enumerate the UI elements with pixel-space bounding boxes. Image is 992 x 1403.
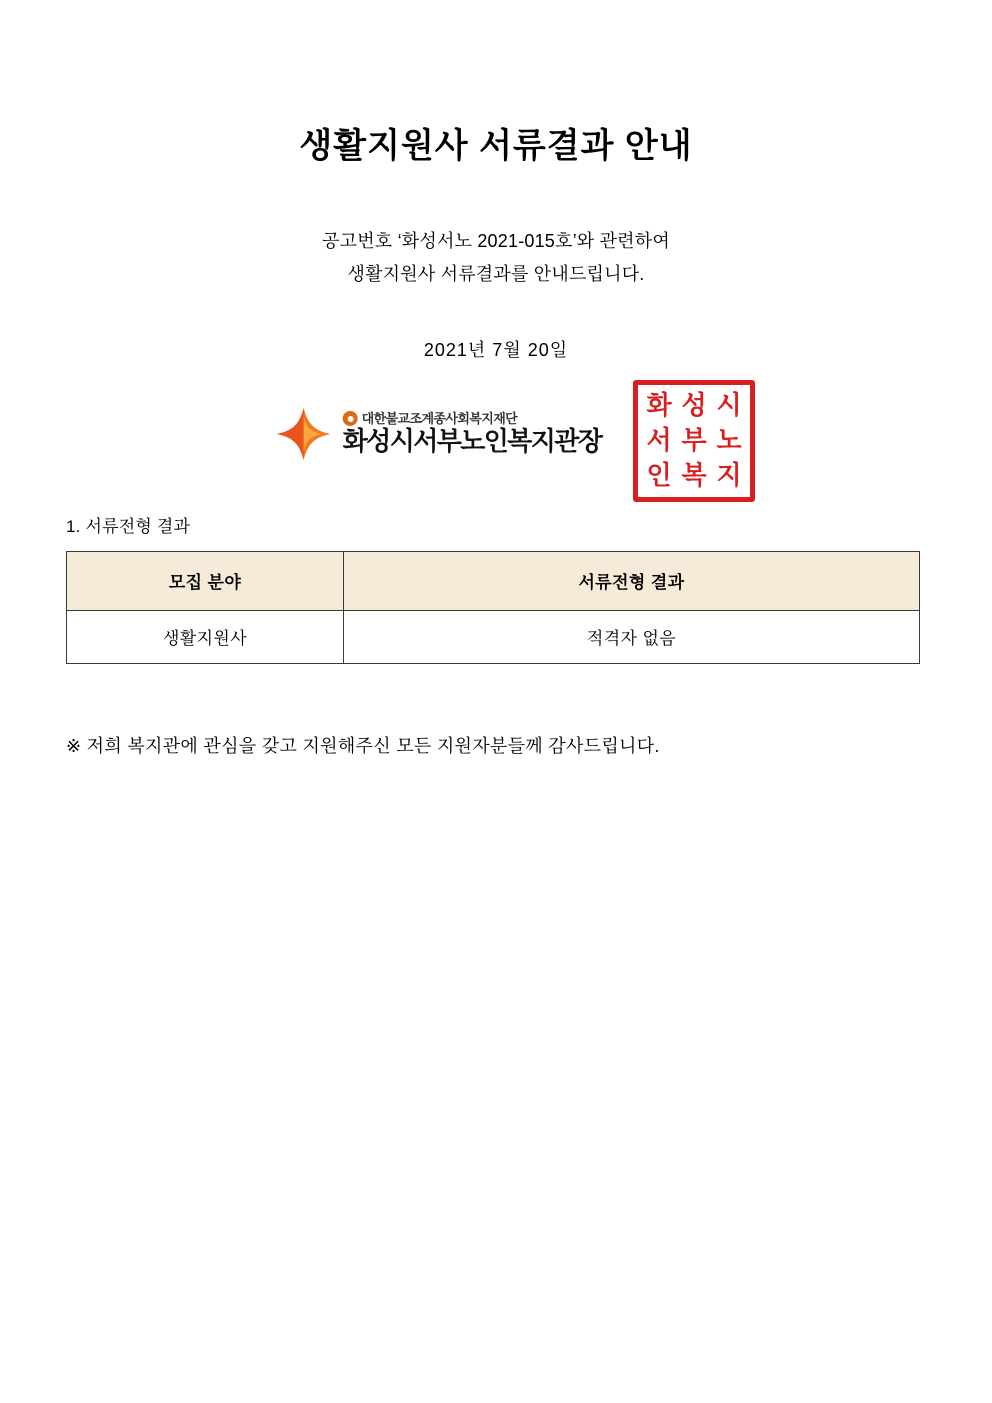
seal-character: 시 [716,390,742,421]
table-header [67,551,920,610]
intro-line-1: 공고번호 ‘화성서노 2021-015호’와 관련하여 [322,231,670,251]
table-header-field: 모집 분야 [67,551,344,610]
seal-character: 지 [716,460,742,491]
page-title: 생활지원사 서류결과 안내 [299,127,693,165]
issue-date: 2021년 7월 20일 [423,339,569,360]
footnote: ※ 저희 복지관에 관심을 갖고 지원해주신 모든 지원자분들께 감사드립니다. [66,735,660,756]
issuer-block [66,380,926,498]
table-row [67,610,920,663]
seal-character: 성 [681,390,707,421]
logo-organization-label: 화성시서부노인복지관장 [342,426,602,457]
seal-character: 화 [646,390,672,421]
table-cell-field: 생활지원사 [67,610,344,663]
organization-logo [275,406,602,462]
official-seal [633,380,755,502]
logo-text [343,411,602,455]
table-cell-result: 적격자 없음 [344,610,920,663]
table-header-result: 서류전형 결과 [344,551,920,610]
seal-character: 부 [681,425,707,456]
table-body [67,610,920,663]
logo-foundation-row [343,411,602,426]
section-label: 1. 서류전형 결과 [66,516,191,536]
four-point-star-icon [275,406,333,462]
seal-character: 인 [646,460,672,491]
intro-line-2: 생활지원사 서류결과를 안내드립니다. [347,264,645,285]
result-table [66,551,920,664]
seal-character: 노 [716,425,742,456]
table-header-row [67,551,920,610]
intro-paragraph [66,225,926,292]
seal-character: 복 [681,460,707,491]
circle-dot-icon [343,411,358,426]
logo-foundation-label: 대한불교조계종사회복지재단 [361,411,518,427]
seal-character: 서 [646,425,672,456]
